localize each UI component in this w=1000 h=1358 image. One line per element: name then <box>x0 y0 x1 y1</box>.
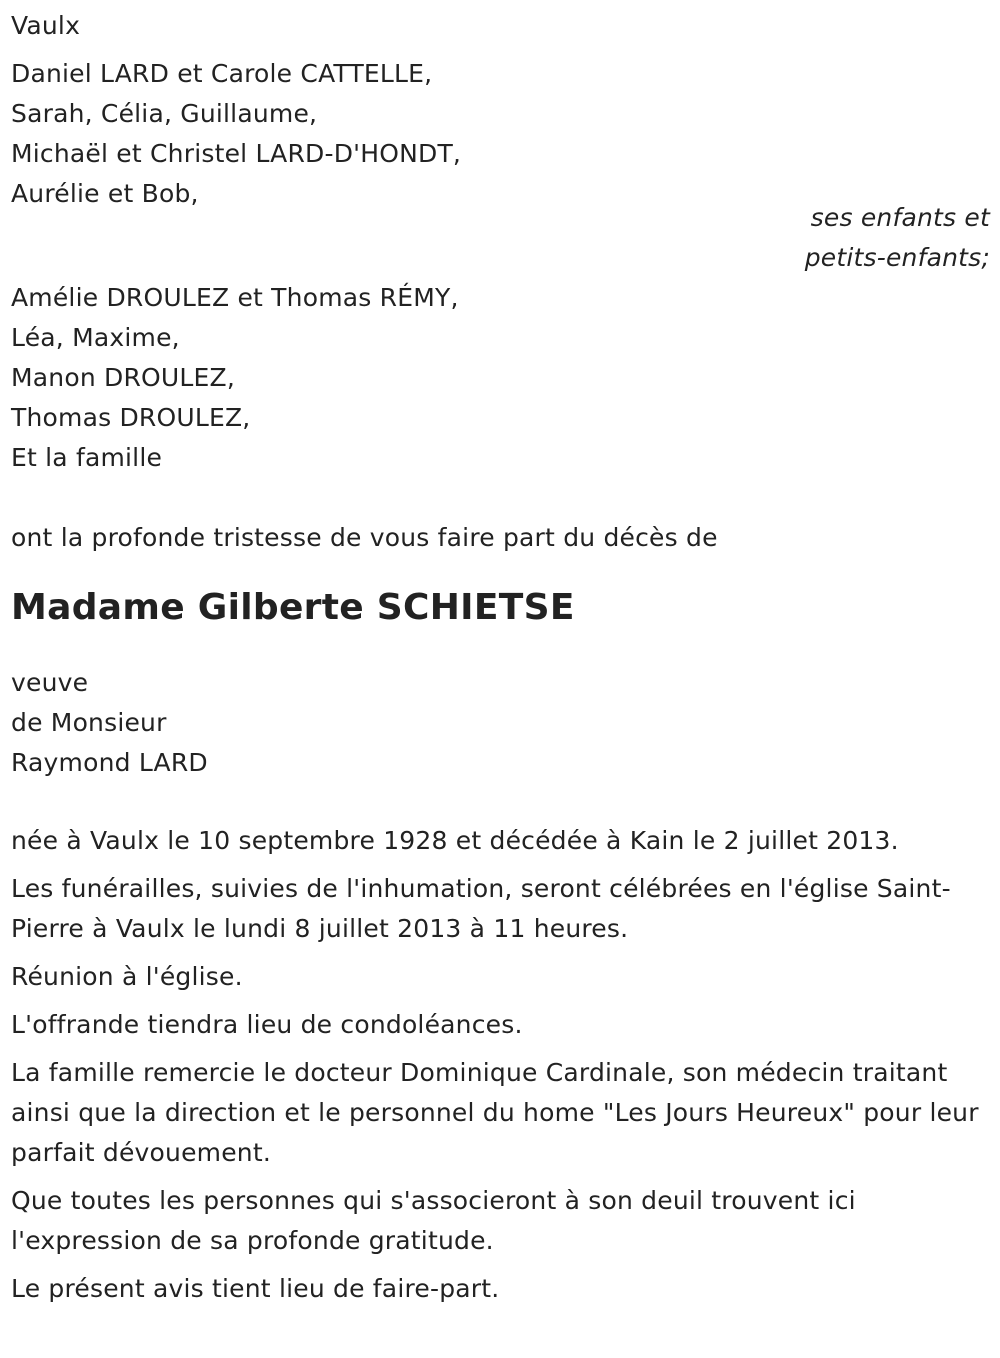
thanks-paragraph: La famille remercie le docteur Dominique Cardinale, son médecin traitant ainsi que la direction et le personnel du home "Les Jours Heureux" pour leur parfait dévouement. <box>11 1058 979 1167</box>
gratitude-paragraph: Que toutes les personnes qui s'associeront à son deuil trouvent ici l'expression de sa profonde gratitude. <box>11 1186 856 1255</box>
place-name: Vaulx <box>11 11 81 40</box>
widow-block <box>11 663 991 783</box>
obituary-notice <box>11 0 991 1309</box>
family-list <box>11 278 991 478</box>
widow-line: Raymond LARD <box>11 748 208 777</box>
announcement-text: ont la profonde tristesse de vous faire part du décès de <box>11 523 718 552</box>
family-line: Léa, Maxime, <box>11 323 180 352</box>
family-line: Amélie DROULEZ et Thomas RÉMY, <box>11 283 459 312</box>
widow-line: veuve <box>11 668 89 697</box>
details-block <box>11 821 991 1309</box>
meeting-paragraph: Réunion à l'église. <box>11 962 243 991</box>
funeral-paragraph: Les funérailles, suivies de l'inhumation, seront célébrées en l'église Saint-Pierre à Vaulx le lundi 8 juillet 2013 à 11 heures. <box>11 874 951 943</box>
family-line: Et la famille <box>11 443 163 472</box>
family-line: Thomas DROULEZ, <box>11 403 251 432</box>
children-line: Aurélie et Bob, <box>11 179 199 208</box>
children-line: Sarah, Célia, Guillaume, <box>11 99 318 128</box>
relation-line: ses enfants et <box>810 203 990 232</box>
children-line: Michaël et Christel LARD-D'HONDT, <box>11 139 462 168</box>
notice-paragraph: Le présent avis tient lieu de faire-part. <box>11 1274 500 1303</box>
deceased-name: Madame Gilberte SCHIETSE <box>11 587 575 628</box>
relation-line: petits-enfants; <box>804 243 990 272</box>
children-list <box>11 54 991 214</box>
children-line: Daniel LARD et Carole CATTELLE, <box>11 59 433 88</box>
birth-death-paragraph: née à Vaulx le 10 septembre 1928 et décédée à Kain le 2 juillet 2013. <box>11 826 899 855</box>
widow-line: de Monsieur <box>11 708 167 737</box>
offering-paragraph: L'offrande tiendra lieu de condoléances. <box>11 1010 523 1039</box>
family-line: Manon DROULEZ, <box>11 363 236 392</box>
